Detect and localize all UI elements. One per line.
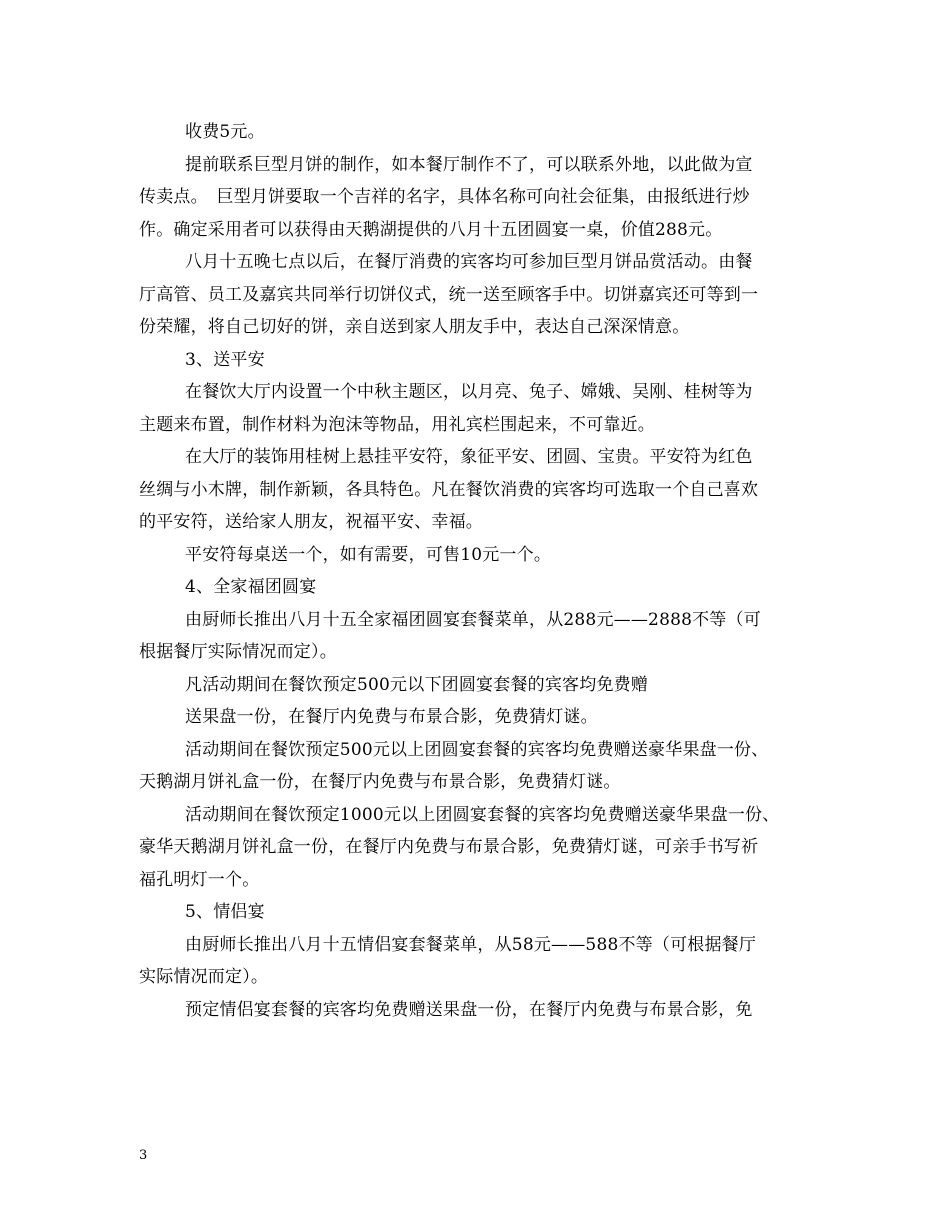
text-line: 活动期间在餐饮预定1000元以上团圆宴套餐的宾客均免费赠送豪华果盘一份、 <box>185 804 780 825</box>
text-line: 活动期间在餐饮预定500元以上团圆宴套餐的宾客均免费赠送豪华果盘一份、 <box>185 739 769 760</box>
text-line: 4、全家福团圆宴 <box>185 577 317 597</box>
text-line: 由厨师长推出八月十五全家福团圆宴套餐菜单，从288元——2888不等（可 <box>185 609 761 630</box>
text-line: 豪华天鹅湖月饼礼盒一份，在餐厅内免费与布景合影，免费猜灯谜，可亲手书写祈 <box>139 837 759 857</box>
text-line: 平安符每桌送一个，如有需要，可售10元一个。 <box>185 544 552 565</box>
text-line: 福孔明灯一个。 <box>139 869 260 890</box>
text-line: 3、送平安 <box>185 349 265 370</box>
text-line: 主题来布置，制作材料为泡沫等物品，用礼宾栏围起来，不可靠近。 <box>139 414 655 435</box>
text-line: 厅高管、员工及嘉宾共同举行切饼仪式，统一送至顾客手中。切饼嘉宾还可等到一 <box>139 284 759 305</box>
text-line: 由厨师长推出八月十五情侣宴套餐菜单，从58元——588不等（可根据餐厅 <box>185 934 757 955</box>
text-line: 八月十五晚七点以后，在餐厅消费的宾客均可参加巨型月饼品赏活动。由餐 <box>185 252 753 272</box>
text-line: 实际情况而定）。 <box>139 967 269 987</box>
text-line: 根据餐厅实际情况而定）。 <box>139 642 337 662</box>
document-body <box>139 116 819 1026</box>
text-line: 在餐饮大厅内设置一个中秋主题区，以月亮、兔子、嫦娥、吴刚、桂树等为 <box>185 382 753 402</box>
text-line: 提前联系巨型月饼的制作，如本餐厅制作不了，可以联系外地，以此做为宣 <box>185 154 753 175</box>
text-line: 收费5元。 <box>185 122 265 142</box>
text-line: 丝绸与小木牌，制作新颖，各具特色。凡在餐饮消费的宾客均可选取一个自己喜欢 <box>139 479 759 500</box>
text-line: 5、情侣宴 <box>185 902 265 922</box>
text-line: 预定情侣宴套餐的宾客均免费赠送果盘一份，在餐厅内免费与布景合影，免 <box>185 999 753 1020</box>
text-line: 份荣耀，将自己切好的饼，亲自送到家人朋友手中，表达自己深深情意。 <box>139 317 690 337</box>
text-line: 作。确定采用者可以获得由天鹅湖提供的八月十五团圆宴一桌，价值288元。 <box>139 219 723 240</box>
text-line: 送果盘一份，在餐厅内免费与布景合影，免费猜灯谜。 <box>185 707 598 727</box>
page-number: 3 <box>139 1148 148 1163</box>
text-line: 的平安符，送给家人朋友，祝福平安、幸福。 <box>139 512 483 532</box>
text-line: 在大厅的装饰用桂树上悬挂平安符，象征平安、团圆、宝贵。平安符为红色 <box>185 447 753 467</box>
text-line: 传卖点。 巨型月饼要取一个吉祥的名字，具体名称可向社会征集，由报纸进行炒 <box>139 187 750 207</box>
text-line: 凡活动期间在餐饮预定500元以下团圆宴套餐的宾客均免费赠 <box>185 674 649 695</box>
text-line: 天鹅湖月饼礼盒一份，在餐厅内免费与布景合影，免费猜灯谜。 <box>139 772 621 792</box>
